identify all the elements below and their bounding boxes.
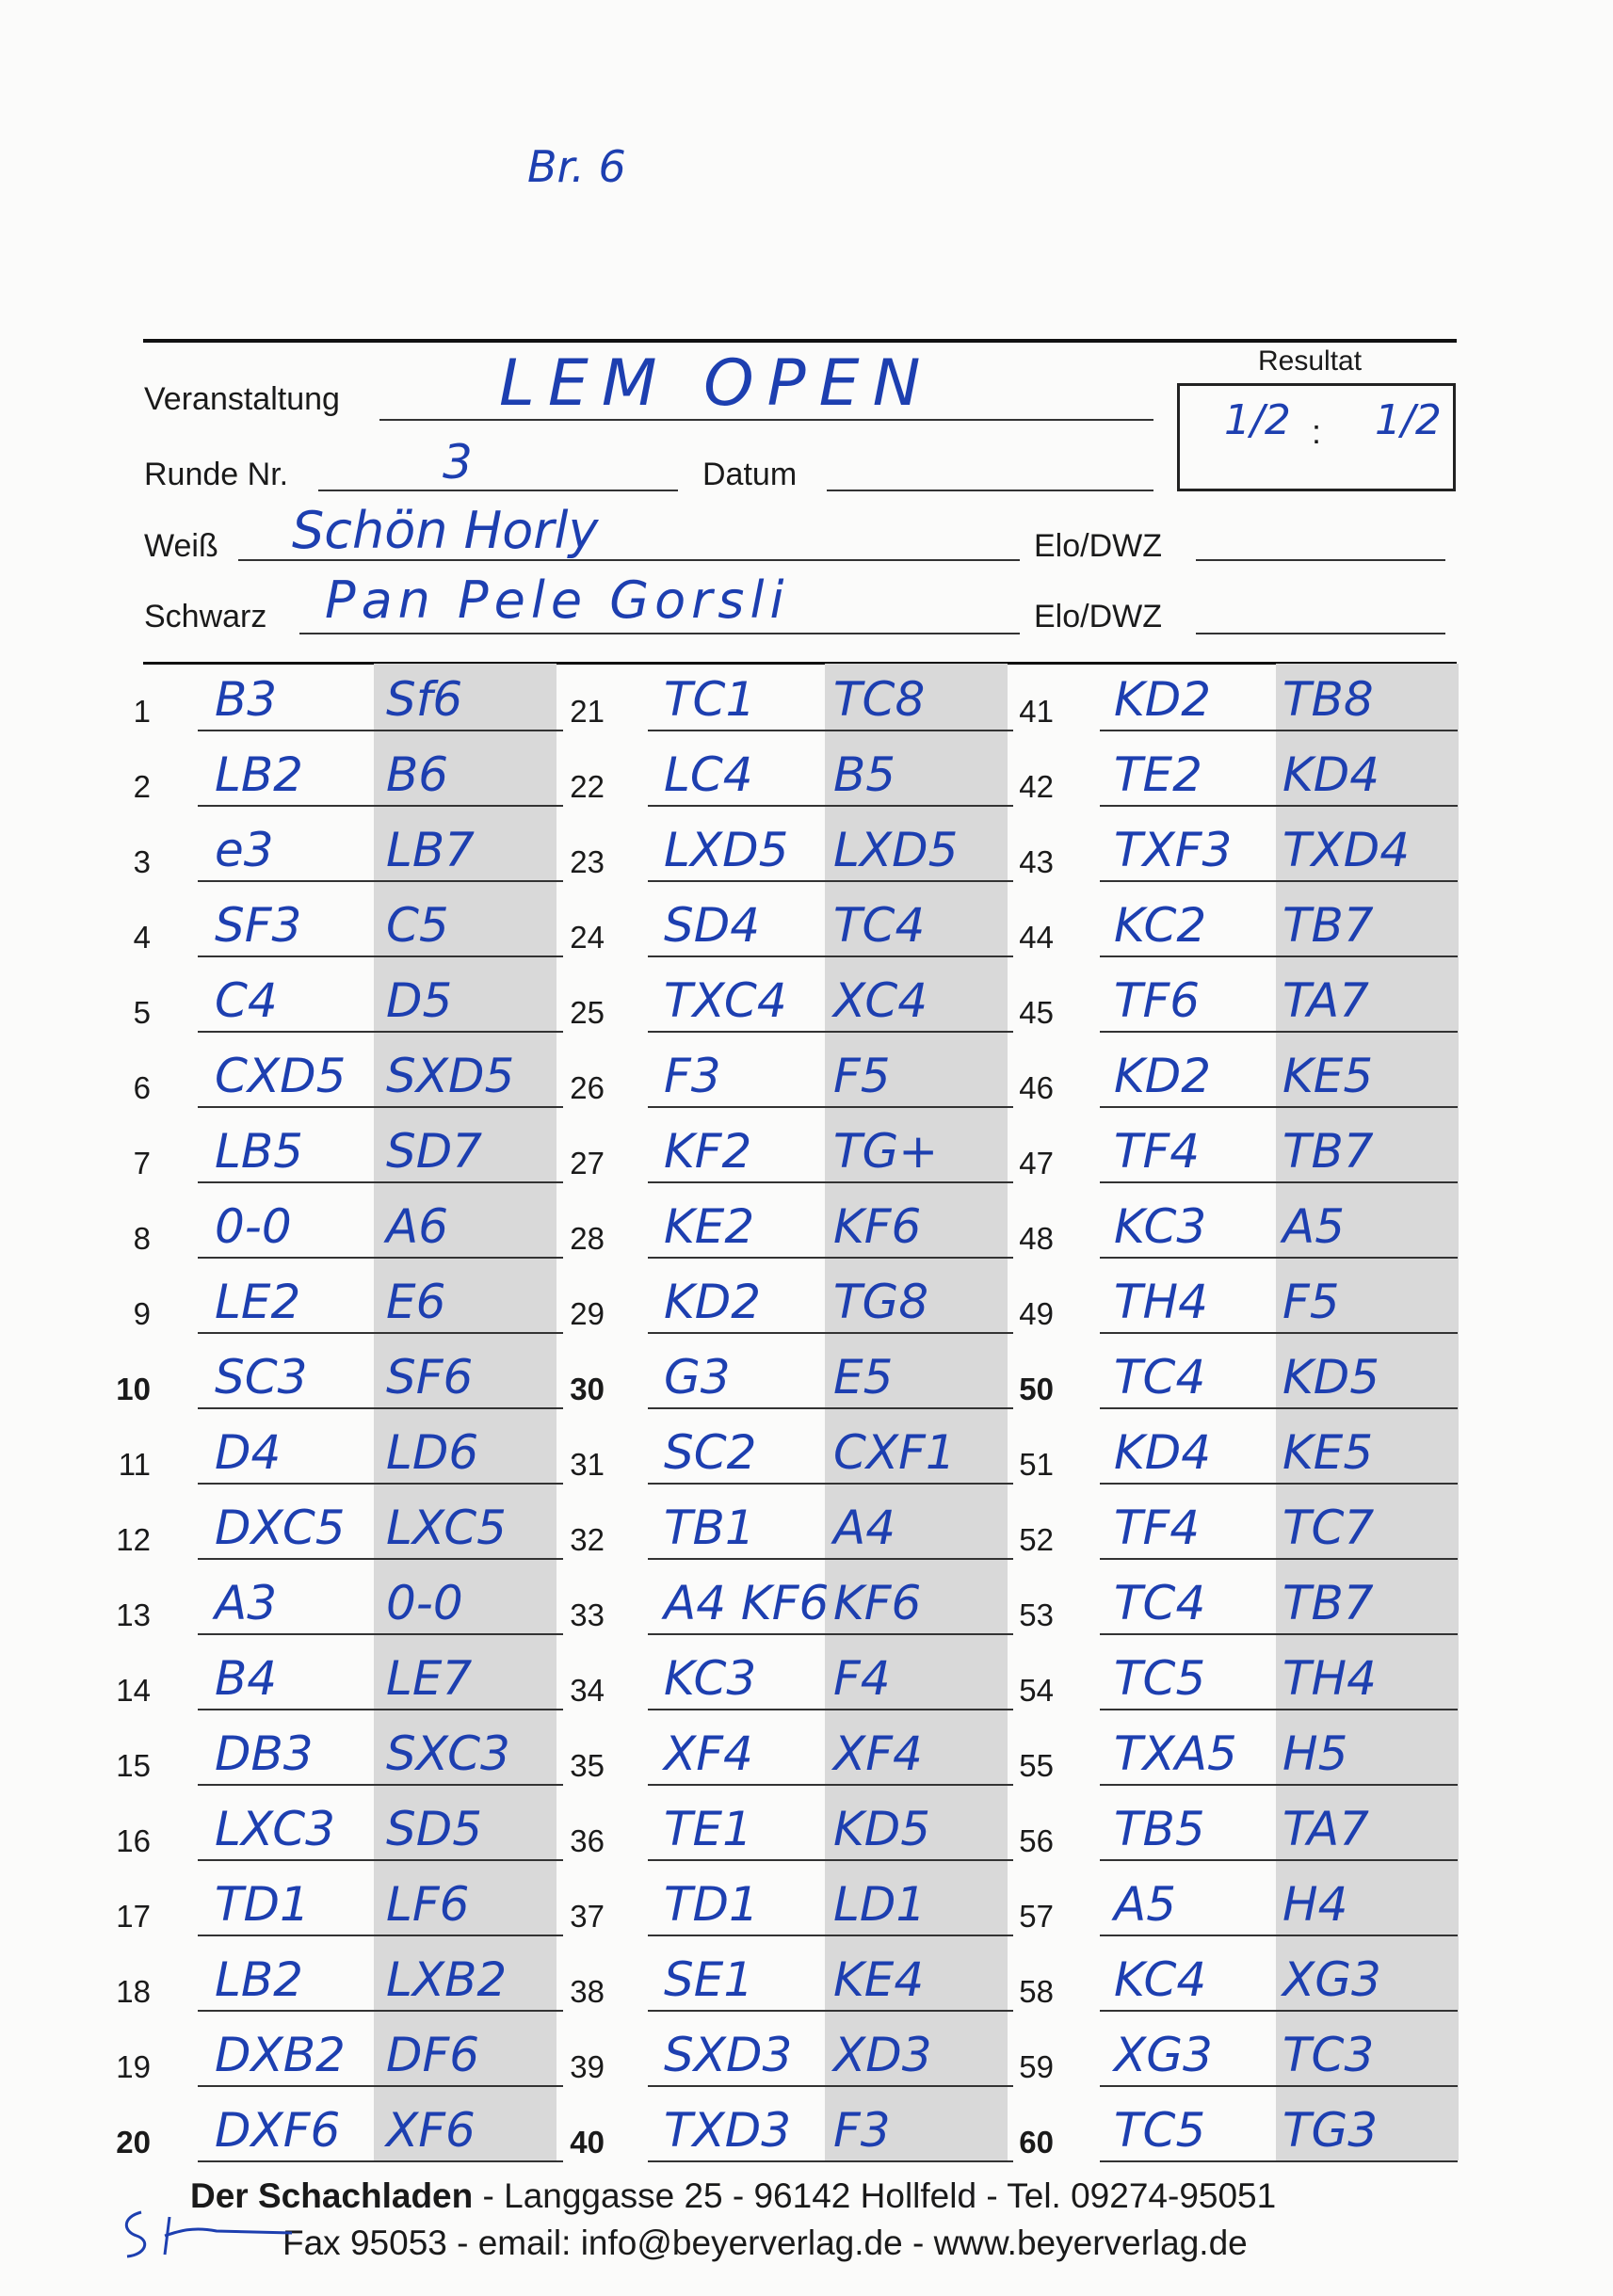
event-value[interactable]: LEM OPEN — [499, 346, 934, 421]
white-value[interactable]: Schön Horly — [292, 501, 599, 560]
black-move[interactable]: TB8 — [1282, 672, 1374, 727]
move-line — [1100, 2160, 1458, 2162]
white-label: Weiß — [144, 528, 218, 564]
move-number: 34 — [570, 1673, 605, 1708]
white-move[interactable]: KF2 — [664, 1124, 752, 1179]
move-line — [1100, 1483, 1458, 1485]
move-number: 27 — [570, 1146, 605, 1180]
move-number: 36 — [570, 1823, 605, 1858]
black-move[interactable]: DF6 — [386, 2028, 480, 2082]
move-number: 23 — [570, 844, 605, 879]
move-number: 42 — [1019, 769, 1054, 804]
black-move[interactable]: B6 — [386, 747, 449, 802]
white-move[interactable]: F3 — [664, 1049, 721, 1103]
black-move[interactable]: SXC3 — [386, 1726, 510, 1781]
black-move[interactable]: LXB2 — [386, 1952, 508, 2007]
signature-mark — [104, 2189, 311, 2273]
move-number: 58 — [1019, 1974, 1054, 2009]
move-line — [198, 2160, 563, 2162]
white-move[interactable]: TH4 — [1114, 1275, 1208, 1329]
move-number: 46 — [1019, 1070, 1054, 1105]
white-move[interactable]: TC5 — [1114, 2103, 1206, 2158]
move-number: 41 — [1019, 694, 1054, 729]
white-move[interactable]: TXA5 — [1114, 1726, 1237, 1781]
white-move[interactable]: KC3 — [1114, 1199, 1207, 1254]
white-move[interactable]: TXC4 — [664, 973, 787, 1028]
black-move[interactable]: LE7 — [386, 1651, 473, 1706]
move-line — [198, 1483, 563, 1485]
move-line — [198, 730, 563, 731]
white-move[interactable]: A5 — [1114, 1877, 1177, 1932]
move-line — [1100, 1106, 1458, 1108]
white-move[interactable]: LB2 — [215, 1952, 303, 2007]
black-move[interactable]: TA7 — [1282, 1802, 1369, 1856]
move-line — [648, 880, 1013, 882]
footer-line-1 — [190, 2176, 1276, 2216]
move-line — [648, 1106, 1013, 1108]
result-black[interactable]: 1/2 — [1375, 396, 1442, 444]
move-line — [1100, 1633, 1458, 1635]
black-move[interactable]: LXC5 — [386, 1501, 507, 1555]
black-move[interactable]: TG3 — [1282, 2103, 1379, 2158]
move-line — [648, 2085, 1013, 2087]
black-move[interactable]: TC8 — [833, 672, 926, 727]
move-line — [198, 1031, 563, 1033]
move-line — [198, 1935, 563, 1936]
move-number: 33 — [570, 1598, 605, 1632]
white-move[interactable]: DB3 — [215, 1726, 314, 1781]
black-move[interactable]: TH4 — [1282, 1651, 1377, 1706]
black-move[interactable]: TXD4 — [1282, 823, 1411, 877]
white-move[interactable]: KD2 — [664, 1275, 762, 1329]
black-move[interactable]: TA7 — [1282, 973, 1369, 1028]
white-move[interactable]: TC4 — [1114, 1576, 1206, 1630]
move-line — [648, 1483, 1013, 1485]
black-move[interactable]: A5 — [1282, 1199, 1346, 1254]
white-move[interactable]: DXB2 — [215, 2028, 346, 2082]
black-move[interactable]: KF6 — [833, 1576, 922, 1630]
move-number: 38 — [570, 1974, 605, 2009]
move-number: 18 — [116, 1974, 151, 2009]
black-move[interactable]: TC3 — [1282, 2028, 1375, 2082]
white-move[interactable]: XF4 — [664, 1726, 753, 1781]
move-line — [198, 2085, 563, 2087]
black-move[interactable]: XG3 — [1282, 1952, 1381, 2007]
move-line — [1100, 1332, 1458, 1334]
move-number: 55 — [1019, 1748, 1054, 1783]
black-line — [299, 633, 1020, 634]
white-move[interactable]: SC2 — [664, 1425, 757, 1480]
round-line — [318, 490, 678, 491]
move-number: 59 — [1019, 2049, 1054, 2084]
white-move[interactable]: SC3 — [215, 1350, 308, 1405]
black-elo-line — [1196, 633, 1445, 634]
white-move[interactable]: SE1 — [664, 1952, 754, 2007]
date-line — [827, 490, 1153, 491]
black-move[interactable]: Sf6 — [386, 672, 463, 727]
move-number: 2 — [133, 769, 151, 804]
black-move[interactable]: F4 — [833, 1651, 891, 1706]
move-line — [648, 1181, 1013, 1183]
move-line — [198, 1181, 563, 1183]
black-move[interactable]: CXF1 — [833, 1425, 956, 1480]
move-number: 20 — [116, 2125, 151, 2160]
white-move[interactable]: TF6 — [1114, 973, 1201, 1028]
black-move[interactable]: KE5 — [1282, 1049, 1374, 1103]
move-line — [648, 1407, 1013, 1409]
shop-name: Der Schachladen — [190, 2176, 474, 2215]
white-move[interactable]: TB5 — [1114, 1802, 1205, 1856]
black-move[interactable]: A6 — [386, 1199, 449, 1254]
black-move[interactable]: KE5 — [1282, 1425, 1374, 1480]
white-move[interactable]: SF3 — [215, 898, 302, 953]
move-number: 12 — [116, 1522, 151, 1557]
black-move[interactable]: XD3 — [833, 2028, 932, 2082]
move-number: 37 — [570, 1899, 605, 1934]
move-number: 3 — [133, 844, 151, 879]
move-line — [198, 1257, 563, 1259]
round-label: Runde Nr. — [144, 457, 289, 492]
move-line — [1100, 805, 1458, 807]
move-line — [648, 1859, 1013, 1861]
black-move[interactable]: TB7 — [1282, 1124, 1374, 1179]
black-value[interactable]: Pan Pele Gorsli — [325, 570, 790, 630]
white-move[interactable]: TE1 — [664, 1802, 752, 1856]
move-number: 6 — [133, 1070, 151, 1105]
move-line — [648, 1031, 1013, 1033]
black-move[interactable]: TB7 — [1282, 898, 1374, 953]
black-move[interactable]: LB7 — [386, 823, 475, 877]
moves-divider — [143, 662, 1457, 665]
white-elo-line — [1196, 559, 1445, 561]
move-line — [1100, 2010, 1458, 2012]
move-number: 45 — [1019, 995, 1054, 1030]
move-number: 32 — [570, 1522, 605, 1557]
move-number: 21 — [570, 694, 605, 729]
move-line — [198, 2010, 563, 2012]
move-line — [648, 1709, 1013, 1710]
move-number: 50 — [1019, 1372, 1054, 1406]
white-move[interactable]: TB1 — [664, 1501, 755, 1555]
black-move[interactable]: KD5 — [1282, 1350, 1380, 1405]
black-move[interactable]: KE4 — [833, 1952, 925, 2007]
white-move[interactable]: e3 — [215, 823, 274, 877]
move-number: 24 — [570, 920, 605, 955]
white-move[interactable]: B4 — [215, 1651, 278, 1706]
black-move[interactable]: SD7 — [386, 1124, 483, 1179]
white-move[interactable]: D4 — [215, 1425, 282, 1480]
white-move[interactable]: LC4 — [664, 747, 753, 802]
move-line — [648, 805, 1013, 807]
move-line — [1100, 1784, 1458, 1786]
move-number: 10 — [116, 1372, 151, 1406]
move-number: 9 — [133, 1296, 151, 1331]
move-number: 40 — [570, 2125, 605, 2160]
move-line — [198, 1859, 563, 1861]
black-move[interactable]: LF6 — [386, 1877, 470, 1932]
white-move[interactable]: G3 — [664, 1350, 731, 1405]
move-number: 51 — [1019, 1447, 1054, 1482]
white-move[interactable]: KE2 — [664, 1199, 755, 1254]
black-move[interactable]: LD1 — [833, 1877, 927, 1932]
black-move[interactable]: E5 — [833, 1350, 894, 1405]
black-move[interactable]: KF6 — [833, 1199, 922, 1254]
white-move[interactable]: TXD3 — [664, 2103, 792, 2158]
move-line — [198, 1558, 563, 1560]
move-number: 48 — [1019, 1221, 1054, 1256]
round-value[interactable]: 3 — [443, 435, 473, 490]
black-label: Schwarz — [144, 599, 267, 634]
black-move[interactable]: XF6 — [386, 2103, 476, 2158]
move-number: 56 — [1019, 1823, 1054, 1858]
white-move[interactable]: TC4 — [1114, 1350, 1206, 1405]
white-move[interactable]: A3 — [215, 1576, 278, 1630]
move-number: 19 — [116, 2049, 151, 2084]
white-move[interactable]: XG3 — [1114, 2028, 1213, 2082]
footer-line-2: Fax 95053 - email: info@beyerverlag.de - www.beyerverlag.de — [282, 2224, 1248, 2262]
result-colon: : — [1312, 412, 1322, 451]
move-number: 7 — [133, 1146, 151, 1180]
black-elo-label: Elo/DWZ — [1034, 599, 1162, 634]
move-line — [1100, 1558, 1458, 1560]
move-number: 15 — [116, 1748, 151, 1783]
top-divider — [143, 339, 1457, 343]
black-move[interactable]: KD5 — [833, 1802, 931, 1856]
move-line — [198, 1784, 563, 1786]
move-number: 25 — [570, 995, 605, 1030]
move-number: 52 — [1019, 1522, 1054, 1557]
move-number: 30 — [570, 1372, 605, 1406]
move-number: 44 — [1019, 920, 1054, 955]
black-move[interactable]: F5 — [1282, 1275, 1340, 1329]
move-line — [648, 1257, 1013, 1259]
black-move[interactable]: B5 — [833, 747, 896, 802]
white-move[interactable]: KD2 — [1114, 1049, 1212, 1103]
white-move[interactable]: C4 — [215, 973, 278, 1028]
move-line — [648, 730, 1013, 731]
black-move[interactable]: XF4 — [833, 1726, 923, 1781]
move-line — [648, 2160, 1013, 2162]
move-line — [648, 2010, 1013, 2012]
white-move[interactable]: TC5 — [1114, 1651, 1206, 1706]
move-number: 22 — [570, 769, 605, 804]
move-line — [1100, 1859, 1458, 1861]
white-move[interactable]: TXF3 — [1114, 823, 1233, 877]
white-move[interactable]: TE2 — [1114, 747, 1202, 802]
move-number: 29 — [570, 1296, 605, 1331]
white-move[interactable]: LB5 — [215, 1124, 303, 1179]
white-move[interactable]: KD2 — [1114, 672, 1212, 727]
move-number: 17 — [116, 1899, 151, 1934]
move-number: 16 — [116, 1823, 151, 1858]
move-number: 26 — [570, 1070, 605, 1105]
black-move[interactable]: C5 — [386, 898, 449, 953]
move-line — [648, 1935, 1013, 1936]
move-number: 28 — [570, 1221, 605, 1256]
move-line — [198, 880, 563, 882]
white-elo-label: Elo/DWZ — [1034, 528, 1162, 564]
white-move[interactable]: KD4 — [1114, 1425, 1212, 1480]
move-line — [198, 955, 563, 957]
move-line — [1100, 1181, 1458, 1183]
white-move[interactable]: 0-0 — [215, 1199, 292, 1254]
black-move[interactable]: XC4 — [833, 973, 928, 1028]
move-number: 47 — [1019, 1146, 1054, 1180]
move-line — [1100, 1031, 1458, 1033]
move-number: 31 — [570, 1447, 605, 1482]
white-move[interactable]: SXD3 — [664, 2028, 793, 2082]
move-line — [198, 1407, 563, 1409]
move-number: 54 — [1019, 1673, 1054, 1708]
move-number: 4 — [133, 920, 151, 955]
white-move[interactable]: TD1 — [215, 1877, 310, 1932]
black-move[interactable]: SF6 — [386, 1350, 474, 1405]
white-move[interactable]: LXD5 — [664, 823, 789, 877]
move-line — [198, 805, 563, 807]
move-number: 8 — [133, 1221, 151, 1256]
move-number: 35 — [570, 1748, 605, 1783]
move-line — [648, 955, 1013, 957]
move-line — [1100, 730, 1458, 731]
black-move[interactable]: TC4 — [833, 898, 926, 953]
white-move[interactable]: TC1 — [664, 672, 756, 727]
move-number: 43 — [1019, 844, 1054, 879]
move-number: 1 — [133, 694, 151, 729]
move-number: 14 — [116, 1673, 151, 1708]
move-line — [648, 1784, 1013, 1786]
white-move[interactable]: LB2 — [215, 747, 303, 802]
move-number: 5 — [133, 995, 151, 1030]
black-move[interactable]: F3 — [833, 2103, 891, 2158]
white-move[interactable]: KC4 — [1114, 1952, 1207, 2007]
date-label: Datum — [702, 457, 798, 492]
move-number: 11 — [118, 1447, 151, 1482]
move-number: 53 — [1019, 1598, 1054, 1632]
move-line — [1100, 2085, 1458, 2087]
move-number: 57 — [1019, 1899, 1054, 1934]
move-line — [1100, 1257, 1458, 1259]
result-white[interactable]: 1/2 — [1224, 396, 1291, 444]
white-move[interactable]: TD1 — [664, 1877, 759, 1932]
move-number: 49 — [1019, 1296, 1054, 1331]
move-line — [1100, 1407, 1458, 1409]
top-note: Br. 6 — [527, 141, 626, 192]
white-move[interactable]: DXC5 — [215, 1501, 346, 1555]
white-move[interactable]: KC2 — [1114, 898, 1207, 953]
move-number: 13 — [116, 1598, 151, 1632]
black-move[interactable]: TB7 — [1282, 1576, 1374, 1630]
white-move[interactable]: TF4 — [1114, 1501, 1201, 1555]
black-move[interactable]: A4 — [833, 1501, 896, 1555]
black-move[interactable]: E6 — [386, 1275, 446, 1329]
white-move[interactable]: KC3 — [664, 1651, 757, 1706]
move-line — [1100, 955, 1458, 957]
white-move[interactable]: LE2 — [215, 1275, 301, 1329]
shop-address: - Langgasse 25 - 96142 Hollfeld - Tel. 09274-95051 — [473, 2176, 1277, 2215]
move-line — [648, 1332, 1013, 1334]
event-label: Veranstaltung — [144, 381, 340, 417]
move-line — [1100, 880, 1458, 882]
black-move[interactable]: LXD5 — [833, 823, 959, 877]
move-line — [1100, 1935, 1458, 1936]
white-move[interactable]: CXD5 — [215, 1049, 347, 1103]
white-move[interactable]: B3 — [215, 672, 278, 727]
move-line — [648, 1558, 1013, 1560]
black-move[interactable]: 0-0 — [386, 1576, 463, 1630]
black-move[interactable]: TG8 — [833, 1275, 929, 1329]
move-number: 39 — [570, 2049, 605, 2084]
black-move[interactable]: LD6 — [386, 1425, 479, 1480]
move-number: 60 — [1019, 2125, 1054, 2160]
black-move[interactable]: SXD5 — [386, 1049, 515, 1103]
move-line — [198, 1633, 563, 1635]
white-move[interactable]: TF4 — [1114, 1124, 1201, 1179]
move-line — [1100, 1709, 1458, 1710]
black-move[interactable]: KD4 — [1282, 747, 1380, 802]
black-move[interactable]: D5 — [386, 973, 453, 1028]
move-line — [648, 1633, 1013, 1635]
white-move[interactable]: DXF6 — [215, 2103, 341, 2158]
white-move[interactable]: SD4 — [664, 898, 761, 953]
result-label: Resultat — [1258, 345, 1363, 377]
white-move[interactable]: LXC3 — [215, 1802, 335, 1856]
move-line — [198, 1709, 563, 1710]
move-line — [198, 1332, 563, 1334]
black-move[interactable]: SD5 — [386, 1802, 483, 1856]
move-line — [198, 1106, 563, 1108]
black-move[interactable]: H5 — [1282, 1726, 1348, 1781]
black-move[interactable]: F5 — [833, 1049, 891, 1103]
black-move[interactable]: H4 — [1282, 1877, 1348, 1932]
white-move[interactable]: A4 KF6 — [664, 1576, 830, 1630]
black-move[interactable]: TG+ — [833, 1124, 939, 1179]
black-move[interactable]: TC7 — [1282, 1501, 1375, 1555]
